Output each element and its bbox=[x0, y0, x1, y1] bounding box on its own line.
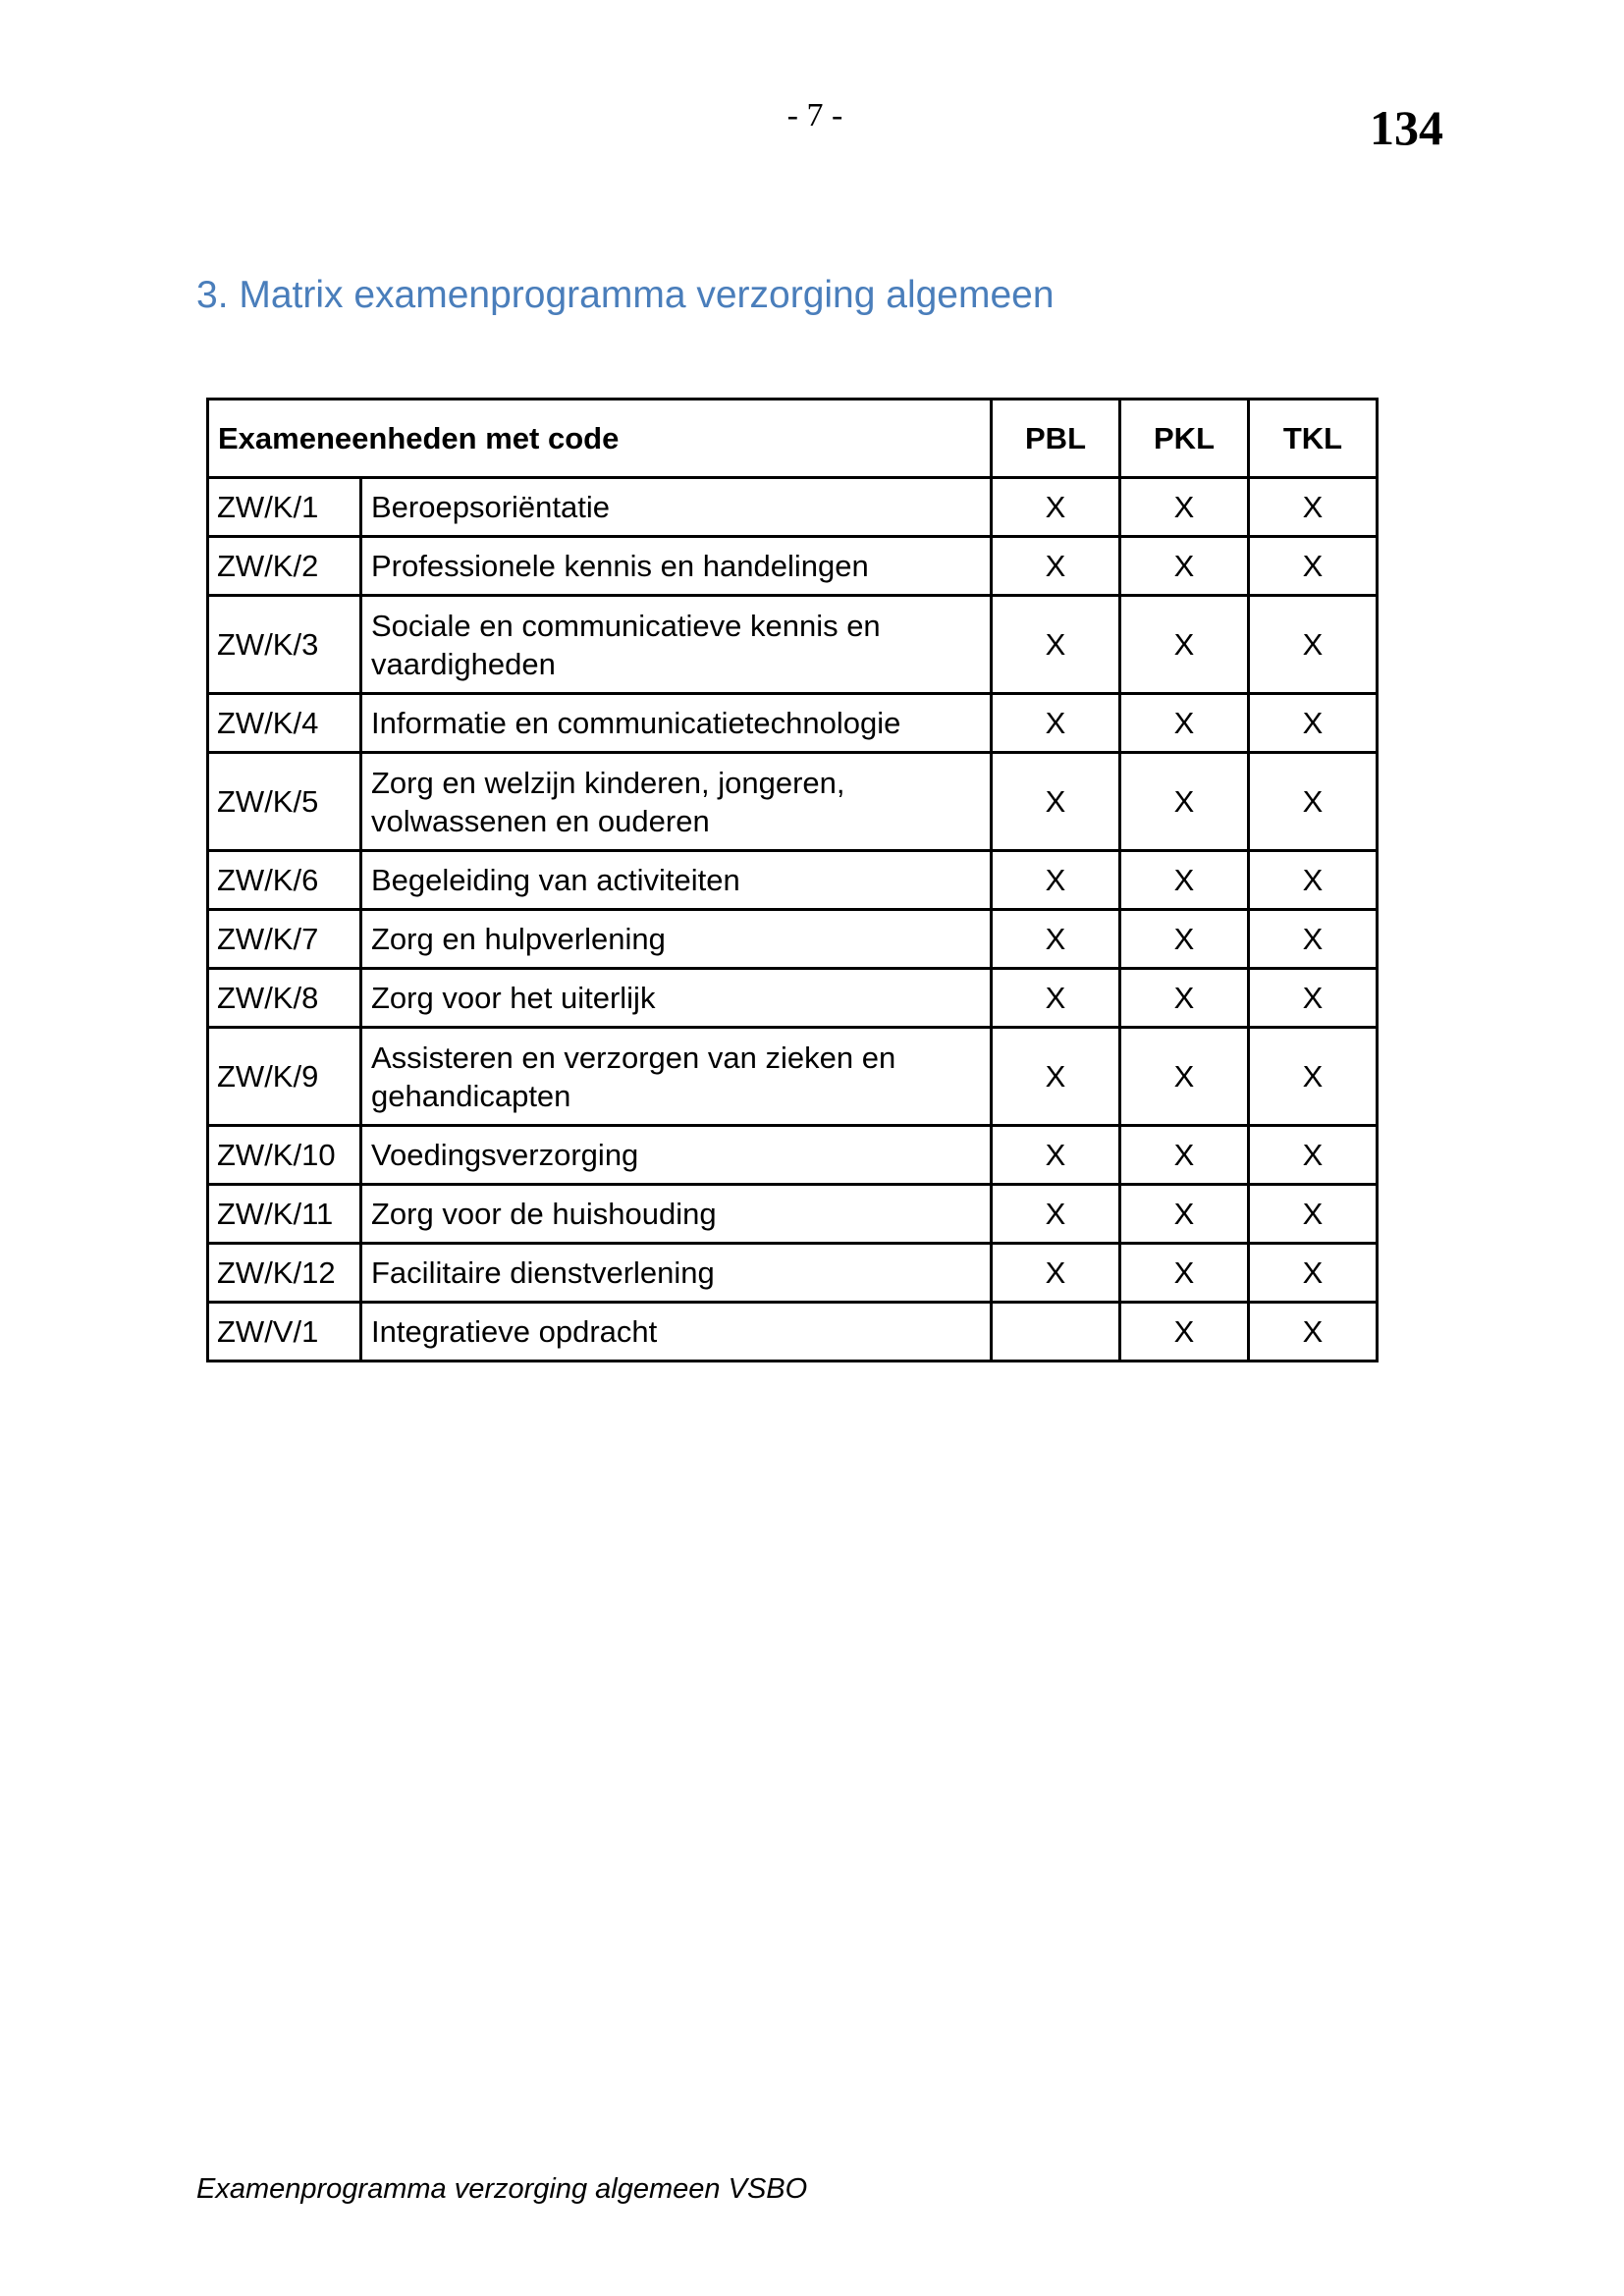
tkl-mark: X bbox=[1249, 969, 1378, 1028]
table-row bbox=[208, 1244, 1378, 1303]
unit-description: Zorg en welzijn kinderen, jongeren, volwassenen en ouderen bbox=[361, 753, 992, 851]
table-row bbox=[208, 478, 1378, 537]
tkl-mark: X bbox=[1249, 753, 1378, 851]
pkl-mark: X bbox=[1120, 537, 1249, 596]
table-row bbox=[208, 851, 1378, 910]
unit-code: ZW/K/2 bbox=[208, 537, 361, 596]
page-number: - 7 - bbox=[786, 97, 843, 133]
header-tkl: TKL bbox=[1249, 400, 1378, 478]
pkl-mark: X bbox=[1120, 1303, 1249, 1362]
pkl-mark: X bbox=[1120, 851, 1249, 910]
unit-description: Begeleiding van activiteiten bbox=[361, 851, 992, 910]
tkl-mark: X bbox=[1249, 1244, 1378, 1303]
pbl-mark: X bbox=[992, 1185, 1120, 1244]
tkl-mark: X bbox=[1249, 694, 1378, 753]
unit-code: ZW/K/1 bbox=[208, 478, 361, 537]
table-row bbox=[208, 910, 1378, 969]
table-row bbox=[208, 1185, 1378, 1244]
tkl-mark: X bbox=[1249, 478, 1378, 537]
table-row bbox=[208, 753, 1378, 851]
exam-matrix-table bbox=[206, 398, 1379, 1362]
unit-code: ZW/K/5 bbox=[208, 753, 361, 851]
tkl-mark: X bbox=[1249, 537, 1378, 596]
pbl-mark: X bbox=[992, 596, 1120, 694]
unit-code: ZW/K/4 bbox=[208, 694, 361, 753]
table-row bbox=[208, 1028, 1378, 1126]
unit-code: ZW/K/8 bbox=[208, 969, 361, 1028]
pbl-mark: X bbox=[992, 537, 1120, 596]
pkl-mark: X bbox=[1120, 910, 1249, 969]
document-number: 134 bbox=[1370, 100, 1443, 155]
pbl-mark: X bbox=[992, 1126, 1120, 1185]
unit-description: Integratieve opdracht bbox=[361, 1303, 992, 1362]
pkl-mark: X bbox=[1120, 694, 1249, 753]
unit-description: Sociale en communicatieve kennis en vaardigheden bbox=[361, 596, 992, 694]
unit-description: Assisteren en verzorgen van zieken en gehandicapten bbox=[361, 1028, 992, 1126]
unit-description: Zorg voor de huishouding bbox=[361, 1185, 992, 1244]
section-title: 3. Matrix examenprogramma verzorging algemeen bbox=[196, 274, 1055, 316]
pbl-mark: X bbox=[992, 478, 1120, 537]
header-units: Exameneenheden met code bbox=[208, 400, 992, 478]
table-row bbox=[208, 1303, 1378, 1362]
tkl-mark: X bbox=[1249, 1185, 1378, 1244]
table-row bbox=[208, 694, 1378, 753]
header-pkl: PKL bbox=[1120, 400, 1249, 478]
unit-code: ZW/K/9 bbox=[208, 1028, 361, 1126]
pbl-mark: X bbox=[992, 851, 1120, 910]
pbl-mark bbox=[992, 1303, 1120, 1362]
tkl-mark: X bbox=[1249, 851, 1378, 910]
unit-description: Zorg voor het uiterlijk bbox=[361, 969, 992, 1028]
pkl-mark: X bbox=[1120, 596, 1249, 694]
tkl-mark: X bbox=[1249, 1028, 1378, 1126]
tkl-mark: X bbox=[1249, 910, 1378, 969]
table-row bbox=[208, 537, 1378, 596]
footer-text: Examenprogramma verzorging algemeen VSBO bbox=[196, 2173, 808, 2205]
pbl-mark: X bbox=[992, 1244, 1120, 1303]
pbl-mark: X bbox=[992, 1028, 1120, 1126]
pkl-mark: X bbox=[1120, 969, 1249, 1028]
table-header-row bbox=[208, 400, 1378, 478]
unit-code: ZW/K/6 bbox=[208, 851, 361, 910]
table-body bbox=[208, 478, 1378, 1362]
pkl-mark: X bbox=[1120, 753, 1249, 851]
unit-code: ZW/K/3 bbox=[208, 596, 361, 694]
pkl-mark: X bbox=[1120, 478, 1249, 537]
pkl-mark: X bbox=[1120, 1185, 1249, 1244]
table-row bbox=[208, 596, 1378, 694]
tkl-mark: X bbox=[1249, 596, 1378, 694]
unit-description: Facilitaire dienstverlening bbox=[361, 1244, 992, 1303]
pbl-mark: X bbox=[992, 969, 1120, 1028]
unit-description: Zorg en hulpverlening bbox=[361, 910, 992, 969]
unit-description: Voedingsverzorging bbox=[361, 1126, 992, 1185]
tkl-mark: X bbox=[1249, 1303, 1378, 1362]
table-row bbox=[208, 969, 1378, 1028]
unit-description: Informatie en communicatietechnologie bbox=[361, 694, 992, 753]
table-row bbox=[208, 1126, 1378, 1185]
unit-description: Professionele kennis en handelingen bbox=[361, 537, 992, 596]
tkl-mark: X bbox=[1249, 1126, 1378, 1185]
pkl-mark: X bbox=[1120, 1028, 1249, 1126]
unit-code: ZW/V/1 bbox=[208, 1303, 361, 1362]
pkl-mark: X bbox=[1120, 1126, 1249, 1185]
unit-code: ZW/K/12 bbox=[208, 1244, 361, 1303]
pkl-mark: X bbox=[1120, 1244, 1249, 1303]
unit-code: ZW/K/11 bbox=[208, 1185, 361, 1244]
pbl-mark: X bbox=[992, 694, 1120, 753]
header-pbl: PBL bbox=[992, 400, 1120, 478]
unit-code: ZW/K/10 bbox=[208, 1126, 361, 1185]
unit-description: Beroepsoriëntatie bbox=[361, 478, 992, 537]
pbl-mark: X bbox=[992, 910, 1120, 969]
pbl-mark: X bbox=[992, 753, 1120, 851]
unit-code: ZW/K/7 bbox=[208, 910, 361, 969]
